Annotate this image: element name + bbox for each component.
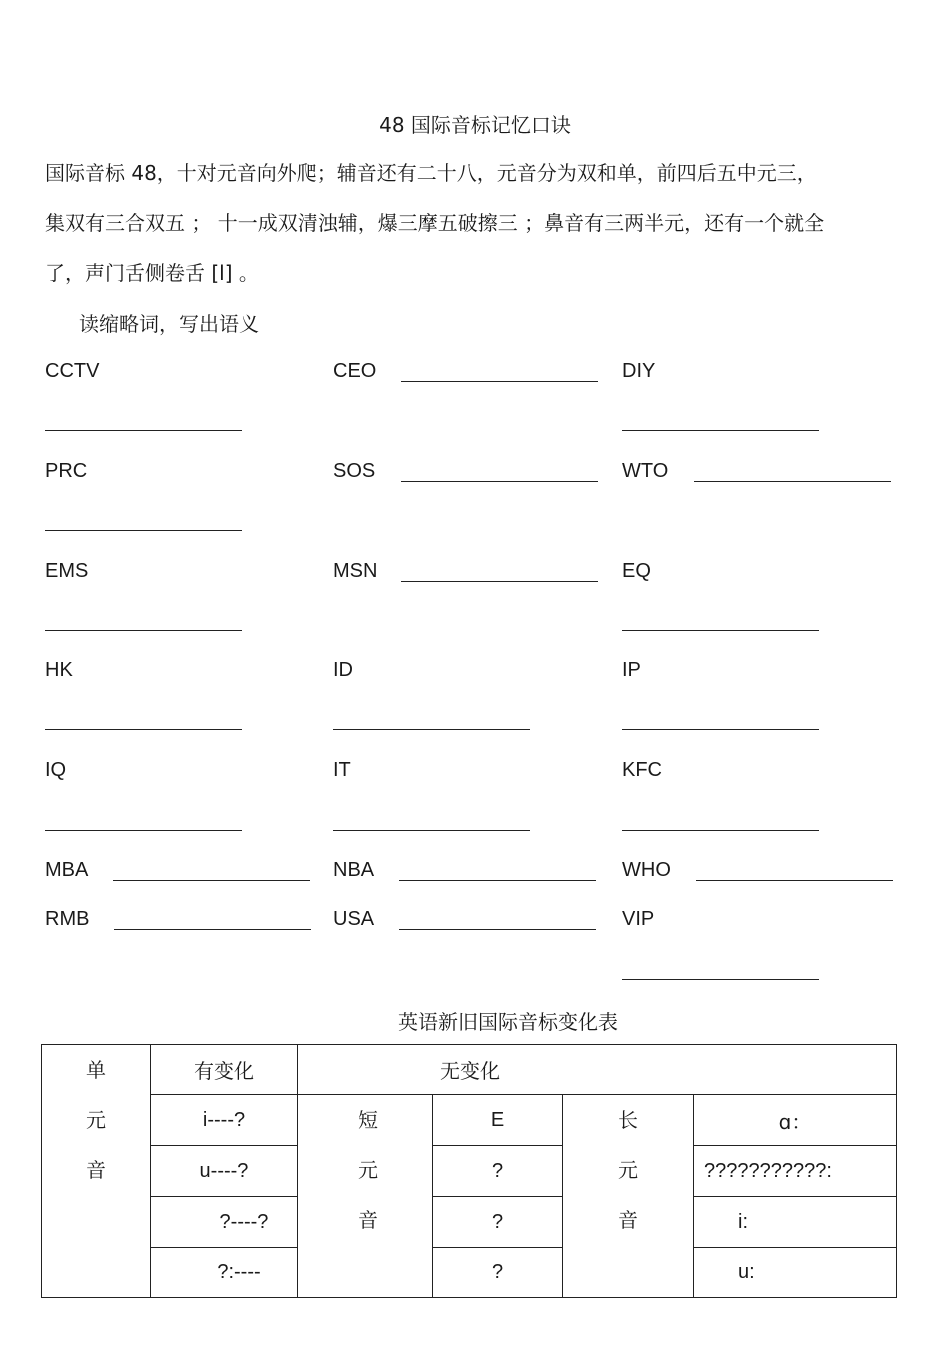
short-vowel-symbol: ? xyxy=(433,1146,563,1197)
answer-blank-usa[interactable] xyxy=(399,929,596,930)
single-vowel-char-2: 元 xyxy=(86,1108,106,1132)
long-vowel-symbol: i: xyxy=(694,1197,897,1248)
abbr-wto: WTO xyxy=(622,460,669,482)
short-vowel-char-1: 短 xyxy=(358,1108,378,1132)
abbr-diy: DIY xyxy=(622,360,656,382)
short-vowel-symbol: ? xyxy=(433,1197,563,1248)
single-vowel-label-cell xyxy=(42,1045,151,1298)
abbr-hk: HK xyxy=(45,659,73,681)
abbr-eq: EQ xyxy=(622,560,651,582)
answer-blank-it[interactable] xyxy=(333,830,530,831)
table-title: 英语新旧国际音标变化表 xyxy=(398,1010,618,1034)
poem-line-2: 集双有三合双五 ； 十一成双清浊辅，爆三摩五破擦三 ；鼻音有三两半元，还有一个就全 xyxy=(45,211,825,235)
long-vowel-label-cell xyxy=(563,1095,694,1298)
answer-blank-who[interactable] xyxy=(696,880,893,881)
ipa-change-table xyxy=(41,1044,897,1298)
answer-blank-ceo[interactable] xyxy=(401,381,598,382)
changed-header: 有变化 xyxy=(151,1045,298,1095)
abbr-mba: MBA xyxy=(45,859,89,881)
abbr-kfc: KFC xyxy=(622,759,662,781)
answer-blank-diy[interactable] xyxy=(622,430,819,431)
abbr-ip: IP xyxy=(622,659,641,681)
long-vowel-char-1: 长 xyxy=(618,1108,638,1132)
abbr-it: IT xyxy=(333,759,351,781)
short-vowel-char-3: 音 xyxy=(358,1208,378,1232)
abbr-sos: SOS xyxy=(333,460,376,482)
abbr-cctv: CCTV xyxy=(45,360,100,382)
abbr-prc: PRC xyxy=(45,460,88,482)
abbr-usa: USA xyxy=(333,908,375,930)
changed-symbol: ?----? xyxy=(151,1197,298,1248)
poem-line-1: 国际音标 48，十对元音向外爬；辅音还有二十八，元音分为双和单，前四后五中元三， xyxy=(45,161,817,185)
answer-blank-wto[interactable] xyxy=(694,481,891,482)
answer-blank-mba[interactable] xyxy=(113,880,310,881)
exercise-heading: 读缩略词，写出语义 xyxy=(79,312,259,336)
page-title: 48 国际音标记忆口诀 xyxy=(379,113,571,137)
poem-line-3: 了，声门舌侧卷舌 [l] 。 xyxy=(45,261,259,285)
single-vowel-char-1: 单 xyxy=(86,1058,106,1082)
abbr-rmb: RMB xyxy=(45,908,90,930)
answer-blank-prc[interactable] xyxy=(45,530,242,531)
abbr-id: ID xyxy=(333,659,353,681)
long-vowel-symbol: ???????????: xyxy=(694,1146,897,1197)
long-vowel-symbol: ɑ： xyxy=(694,1095,897,1146)
answer-blank-nba[interactable] xyxy=(399,880,596,881)
answer-blank-cctv[interactable] xyxy=(45,430,242,431)
answer-blank-hk[interactable] xyxy=(45,729,242,730)
answer-blank-vip[interactable] xyxy=(622,979,819,980)
answer-blank-rmb[interactable] xyxy=(114,929,311,930)
abbr-ceo: CEO xyxy=(333,360,377,382)
short-vowel-symbol: ? xyxy=(433,1248,563,1298)
answer-blank-kfc[interactable] xyxy=(622,830,819,831)
long-vowel-char-3: 音 xyxy=(618,1208,638,1232)
answer-blank-ip[interactable] xyxy=(622,729,819,730)
answer-blank-iq[interactable] xyxy=(45,830,242,831)
short-vowel-label-cell xyxy=(298,1095,433,1298)
changed-symbol: i----? xyxy=(151,1095,298,1146)
answer-blank-msn[interactable] xyxy=(401,581,598,582)
abbr-vip: VIP xyxy=(622,908,655,930)
short-vowel-symbol: E xyxy=(433,1095,563,1146)
short-vowel-char-2: 元 xyxy=(358,1158,378,1182)
unchanged-header: 无变化 xyxy=(298,1045,897,1095)
answer-blank-ems[interactable] xyxy=(45,630,242,631)
changed-symbol: ?:---- xyxy=(151,1248,298,1298)
changed-symbol: u----? xyxy=(151,1146,298,1197)
single-vowel-char-3: 音 xyxy=(86,1158,106,1182)
abbr-iq: IQ xyxy=(45,759,67,781)
answer-blank-sos[interactable] xyxy=(401,481,598,482)
abbr-who: WHO xyxy=(622,859,671,881)
abbr-nba: NBA xyxy=(333,859,375,881)
long-vowel-char-2: 元 xyxy=(618,1158,638,1182)
abbr-msn: MSN xyxy=(333,560,378,582)
long-vowel-symbol: u: xyxy=(694,1248,897,1298)
abbr-ems: EMS xyxy=(45,560,89,582)
answer-blank-eq[interactable] xyxy=(622,630,819,631)
answer-blank-id[interactable] xyxy=(333,729,530,730)
